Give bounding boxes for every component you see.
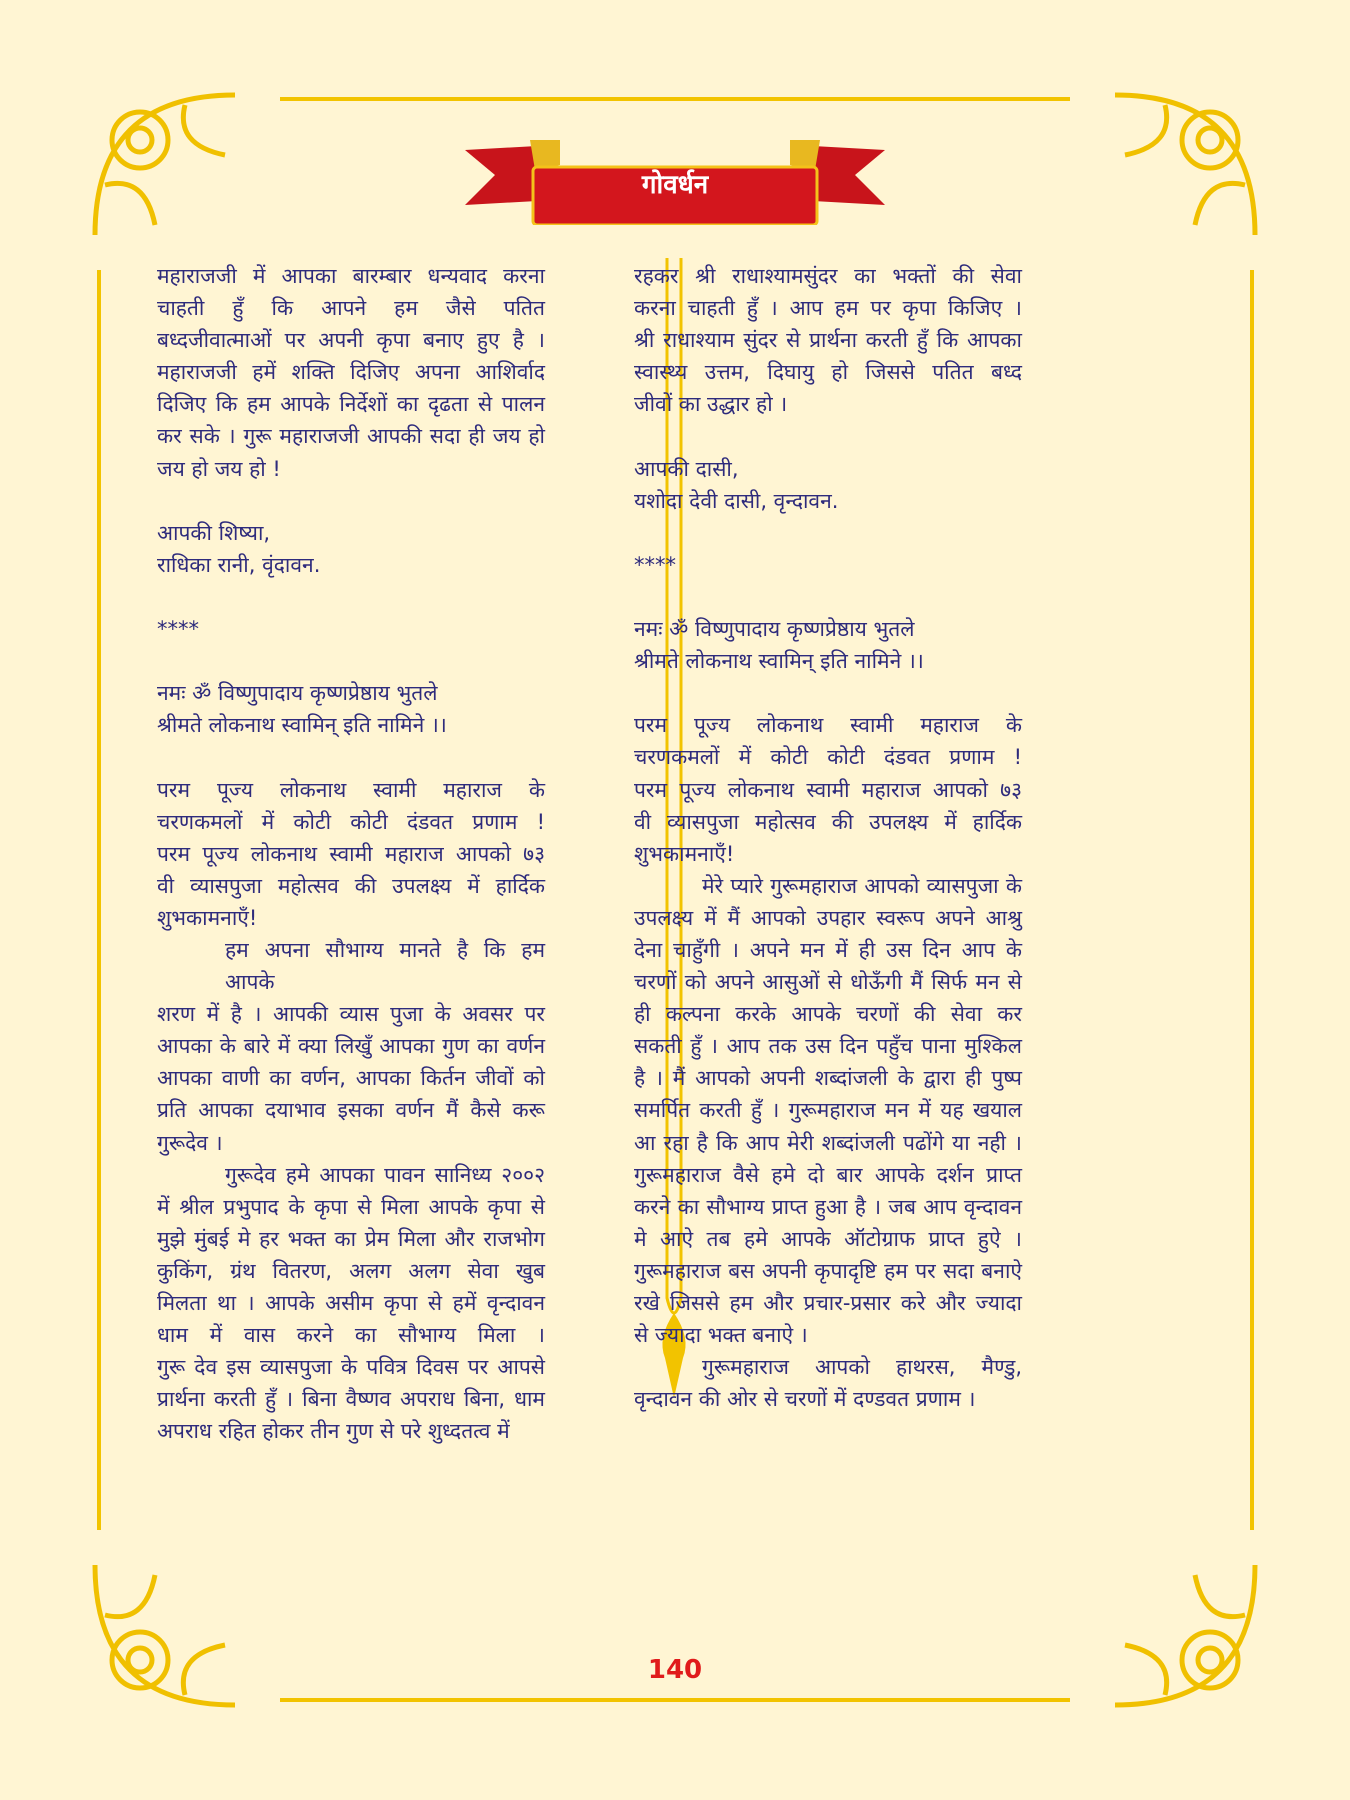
text-line: वी व्यासपुजा महोत्सव की उपलक्ष्य में हार्दिक xyxy=(157,873,545,898)
text-line: श्री राधाश्याम सुंदर से प्रार्थना करती हुँ कि आपका xyxy=(634,328,1022,353)
text-line: गुरूमहाराज वैसे हमे दो बार आपके दर्शन प्राप्त xyxy=(634,1162,1022,1187)
right-column xyxy=(634,260,1022,1415)
text-line: नमः ॐ विष्णुपादाय कृष्णप्रेष्ठाय भुतले xyxy=(634,617,915,642)
text-line: परम पूज्य लोकनाथ स्वामी महाराज के xyxy=(157,777,545,802)
ornament-corner-bottom-right-icon xyxy=(1065,1515,1265,1715)
text-line: महाराजजी हमें शक्ति दिजिए अपना आशिर्वाद xyxy=(157,360,545,385)
text-line: कुकिंग, ग्रंथ वितरण, अलग अलग सेवा खुब xyxy=(157,1258,545,1283)
paragraph-gap xyxy=(634,517,1022,549)
text-line: आपकी शिष्या, xyxy=(157,520,271,545)
text-line: चरणकमलों में कोटी कोटी दंडवत प्रणाम ! xyxy=(157,809,545,834)
text-line: गुरूमहाराज आपको हाथरस, मैण्डु, xyxy=(702,1355,1022,1380)
text-line: मिलता था । आपके असीम कृपा से हमें वृन्दावन xyxy=(157,1291,545,1315)
text-line: समर्पित करती हुँ । गुरूमहाराज मन में यह खयाल xyxy=(634,1098,1022,1123)
text-line: वृन्दावन की ओर से चरणों में दण्डवत प्रणाम । xyxy=(634,1387,976,1412)
left-column xyxy=(157,260,545,1447)
text-line: नमः ॐ विष्णुपादाय कृष्णप्रेष्ठाय भुतले xyxy=(157,681,438,706)
ornament-corner-top-left-icon xyxy=(85,85,285,285)
text-line: से ज्यादा भक्त बनाऐ । xyxy=(634,1323,808,1348)
title-banner xyxy=(465,125,885,225)
paragraph-gap xyxy=(157,645,545,677)
text-line: राधिका रानी, वृंदावन. xyxy=(157,552,321,577)
paragraph-gap xyxy=(634,677,1022,709)
text-line: आपकी दासी, xyxy=(634,456,739,481)
text-line: बध्दजीवात्माओं पर अपनी कृपा बनाए हुए है । xyxy=(157,328,545,353)
text-line: रहकर श्री राधाश्यामसुंदर का भक्तों की सेवा xyxy=(634,264,1022,288)
text-line: गुरूमहाराज बस अपनी कृपादृष्टि हम पर सदा बनाऐ xyxy=(634,1258,1022,1283)
text-line: श्रीमते लोकनाथ स्वामिन् इति नामिने ।। xyxy=(634,649,924,674)
text-line: वी व्यासपुजा महोत्सव की उपलक्ष्य में हार्दिक xyxy=(634,809,1022,834)
text-line: हम अपना सौभाग्य मानते है कि हम आपके xyxy=(225,937,545,995)
paragraph-gap xyxy=(634,581,1022,613)
text-line: परम पूज्य लोकनाथ स्वामी महाराज आपको ७३ xyxy=(157,841,545,866)
bottom-border xyxy=(280,1698,1070,1702)
text-line: स्वास्थ्य उत्तम, दिघायु हो जिससे पतित बध्द xyxy=(634,360,1022,385)
text-line: ही कल्पना करके आपके चरणों की सेवा कर xyxy=(634,1002,1022,1027)
text-line: उपलक्ष्य में मैं आपको उपहार स्वरूप अपने आश्रु xyxy=(634,905,1022,930)
text-line: यशोदा देवी दासी, वृन्दावन. xyxy=(634,488,839,513)
ornament-corner-bottom-left-icon xyxy=(85,1515,285,1715)
text-line: **** xyxy=(157,617,199,642)
text-line: आ रहा है कि आप मेरी शब्दांजली पढोंगे या नही । xyxy=(634,1130,1022,1155)
text-line: करना चाहती हुँ । आप हम पर कृपा किजिए । xyxy=(634,296,1022,321)
text-line: परम पूज्य लोकनाथ स्वामी महाराज के xyxy=(634,713,1022,738)
text-line: **** xyxy=(634,552,676,577)
text-line: चरणकमलों में कोटी कोटी दंडवत प्रणाम ! xyxy=(634,745,1022,770)
text-line: शुभकामनाएँ! xyxy=(157,905,258,930)
text-line: प्रति आपका दयाभाव इसका वर्णन मैं कैसे करू xyxy=(157,1098,545,1123)
text-line: प्रार्थना करती हुँ । बिना वैष्णव अपराध बिना, धाम xyxy=(157,1387,545,1412)
text-line: अपराध रहित होकर तीन गुण से परे शुध्दतत्व में xyxy=(157,1419,510,1444)
text-line: में श्रील प्रभुपाद के कृपा से मिला आपके कृपा से xyxy=(157,1194,545,1219)
paragraph-gap xyxy=(157,581,545,613)
text-line: आपका वाणी का वर्णन, आपका किर्तन जीवों को xyxy=(157,1066,545,1091)
left-border xyxy=(97,270,101,1530)
text-line: शुभकामनाएँ! xyxy=(634,841,735,866)
text-line: गुरूदेव हमे आपका पावन सानिध्य २००२ xyxy=(225,1162,545,1187)
text-line: गुरूदेव । xyxy=(157,1130,223,1155)
paragraph-gap xyxy=(157,485,545,517)
text-line: चाहती हुँ कि आपने हम जैसे पतित xyxy=(157,296,545,321)
text-line: दिजिए कि हम आपके निर्देशों का दृढता से पालन xyxy=(157,392,545,417)
page-title: गोवर्धन xyxy=(641,170,709,200)
text-line: मे आऐ तब हमे आपके ऑटोग्राफ प्राप्त हुऐ । xyxy=(634,1226,1022,1251)
page-number: 140 xyxy=(647,1655,703,1685)
text-line: गुरू देव इस व्यासपुजा के पवित्र दिवस पर आपसे xyxy=(157,1355,545,1380)
text-line: आपका के बारे में क्या लिखुँ आपका गुण का वर्णन xyxy=(157,1034,545,1059)
text-line: करने का सौभाग्य प्राप्त हुआ है । जब आप वृन्दावन xyxy=(634,1194,1022,1219)
text-line: है । मैं आपको अपनी शब्दांजली के द्वारा ही पुष्प xyxy=(634,1066,1022,1091)
top-border xyxy=(280,97,1070,101)
text-line: जय हो जय हो ! xyxy=(157,456,281,481)
text-line: कर सके । गुरू महाराजजी आपकी सदा ही जय हो xyxy=(157,424,545,449)
text-line: महाराजजी में आपका बारम्बार धन्यवाद करना xyxy=(157,264,545,288)
text-line: श्रीमते लोकनाथ स्वामिन् इति नामिने ।। xyxy=(157,713,447,738)
text-line: रखे जिससे हम और प्रचार-प्रसार करे और ज्यादा xyxy=(634,1291,1022,1315)
text-line: मुझे मुंबई मे हर भक्त का प्रेम मिला और राजभोग xyxy=(157,1226,545,1251)
ornament-corner-top-right-icon xyxy=(1065,85,1265,285)
text-line: देना चाहुँगी । अपने मन में ही उस दिन आप के xyxy=(634,937,1022,962)
paragraph-gap xyxy=(634,420,1022,452)
text-line: चरणों को अपने आसुओं से धोऊँगी मैं सिर्फ मन से xyxy=(634,970,1022,995)
paragraph-gap xyxy=(157,741,545,773)
text-line: जीवों का उद्धार हो । xyxy=(634,392,788,417)
text-line: धाम में वास करने का सौभाग्य मिला । xyxy=(157,1323,545,1348)
right-border xyxy=(1250,270,1254,1530)
text-line: शरण में है । आपकी व्यास पुजा के अवसर पर xyxy=(157,1002,545,1027)
text-line: सकती हुँ । आप तक उस दिन पहुँच पाना मुश्किल xyxy=(634,1034,1022,1059)
text-line: मेरे प्यारे गुरूमहाराज आपको व्यासपुजा के xyxy=(702,873,1022,898)
text-line: परम पूज्य लोकनाथ स्वामी महाराज आपको ७३ xyxy=(634,777,1022,802)
